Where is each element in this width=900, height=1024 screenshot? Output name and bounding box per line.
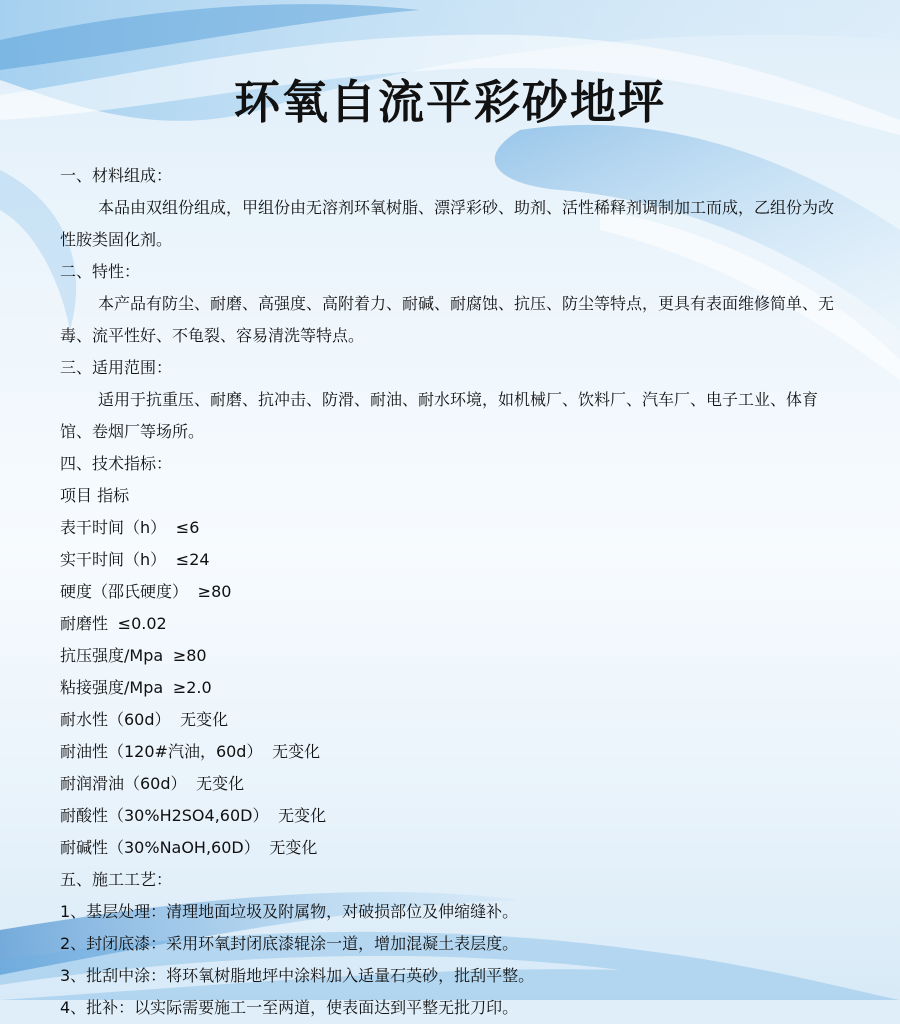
section-heading-specs: 四、技术指标： [60,454,173,473]
spec-name: 硬度（邵氏硬度） [60,582,189,601]
spec-name: 耐磨性 [60,614,109,633]
spec-table-header: 项目 指标 [60,486,130,505]
document-content [60,160,840,1024]
spec-row [60,544,840,576]
process-step: 4、批补：以实际需要施工一至两道，使表面达到平整无批刀印。 [60,998,519,1017]
spec-row [60,736,840,768]
spec-row [60,768,840,800]
section-body-features: 本产品有防尘、耐磨、高强度、高附着力、耐碱、耐腐蚀、抗压、防尘等特点，更具有表面维修简单、无毒、流平性好、不龟裂、容易清洗等特点。 [60,294,835,345]
section-body-materials: 本品由双组份组成，甲组份由无溶剂环氧树脂、漂浮彩砂、助剂、活性稀释剂调制加工而成，乙组份为改性胺类固化剂。 [60,198,835,249]
spec-name: 粘接强度/Mpa [60,678,164,697]
spec-name: 耐碱性（30%NaOH,60D） [60,838,260,857]
spec-name: 耐水性（60d） [60,710,171,729]
spec-name: 耐酸性（30%H2SO4,60D） [60,806,269,825]
spec-value: ≤6 [175,518,200,537]
section-body-scope: 适用于抗重压、耐磨、抗冲击、防滑、耐油、耐水环境，如机械厂、饮料厂、汽车厂、电子工业、体育馆、卷烟厂等场所。 [60,390,819,441]
spec-value: 无变化 [272,742,321,761]
spec-value: 无变化 [278,806,327,825]
spec-value: ≥2.0 [172,678,212,697]
spec-name: 耐油性（120#汽油，60d） [60,742,263,761]
spec-row [60,640,840,672]
spec-row [60,832,840,864]
spec-row [60,800,840,832]
spec-row [60,608,840,640]
section-heading-process: 五、施工工艺： [60,870,173,889]
section-heading-scope: 三、适用范围： [60,358,173,377]
process-step: 2、封闭底漆：采用环氧封闭底漆辊涂一道，增加混凝土表层度。 [60,934,519,953]
process-step: 1、基层处理：清理地面垃圾及附属物，对破损部位及伸缩缝补。 [60,902,519,921]
spec-name: 表干时间（h） [60,518,167,537]
spec-value: 无变化 [269,838,318,857]
process-step: 3、批刮中涂：将环氧树脂地坪中涂料加入适量石英砂，批刮平整。 [60,966,535,985]
spec-name: 实干时间（h） [60,550,167,569]
section-heading-materials: 一、材料组成： [60,166,173,185]
spec-row [60,672,840,704]
spec-value: ≥80 [172,646,207,665]
spec-row [60,576,840,608]
page-title: 环氧自流平彩砂地坪 [234,75,666,129]
spec-row [60,512,840,544]
spec-name: 耐润滑油（60d） [60,774,187,793]
spec-row [60,704,840,736]
spec-value: ≤0.02 [117,614,167,633]
spec-value: ≤24 [175,550,210,569]
spec-value: ≥80 [197,582,232,601]
section-heading-features: 二、特性： [60,262,141,281]
spec-value: 无变化 [180,710,229,729]
spec-name: 抗压强度/Mpa [60,646,164,665]
spec-value: 无变化 [196,774,245,793]
